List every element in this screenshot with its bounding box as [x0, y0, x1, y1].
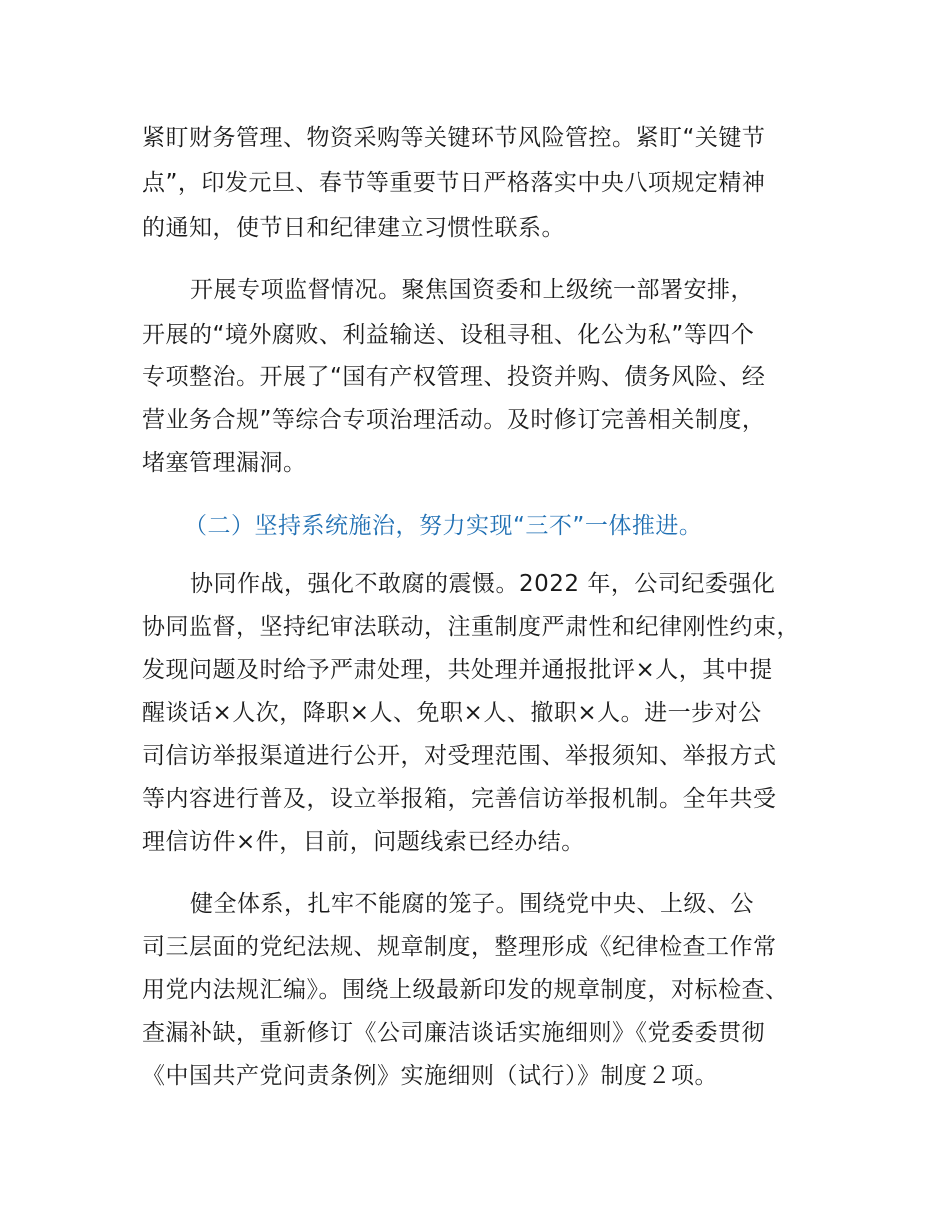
paragraph-3-line-2: 协同监督，坚持纪审法联动，注重制度严肃性和纪律刚性约束， — [142, 614, 800, 640]
paragraph-2-line-1: 开展专项监督情况。聚焦国资委和上级统一部署安排， — [190, 277, 754, 303]
paragraph-2-line-4: 营业务合规”等综合专项治理活动。及时修订完善相关制度， — [142, 407, 766, 433]
paragraph-2-line-2: 开展的“境外腐败、利益输送、设租寻租、化公为私”等四个 — [142, 322, 755, 348]
paragraph-4-line-1: 健全体系，扎牢不能腐的笼子。围绕党中央、上级、公 — [190, 891, 754, 917]
paragraph-3-line-6: 等内容进行普及，设立举报箱，完善信访举报机制。全年共受 — [142, 786, 777, 812]
paragraph-1-line-1: 紧盯财务管理、物资采购等关键环节风险管控。紧盯“关键节 — [142, 125, 766, 151]
section-heading: （二）坚持系统施治，努力实现“三不”一体推进。 — [184, 513, 703, 539]
paragraph-3-line-5: 司信访举报渠道进行公开，对受理范围、举报须知、举报方式 — [142, 743, 777, 769]
paragraph-3-line-3: 发现问题及时给予严肃处理，共处理并通报批评×人，其中提 — [142, 657, 773, 683]
paragraph-3-line-4: 醒谈话×人次，降职×人、免职×人、撤职×人。进一步对公 — [142, 700, 762, 726]
paragraph-3-line-7: 理信访件×件，目前，问题线索已经办结。 — [142, 829, 585, 855]
paragraph-3-line-1: 协同作战，强化不敢腐的震慑。2022 年，公司纪委强化 — [190, 571, 776, 597]
paragraph-1-line-2: 点”，印发元旦、春节等重要节日严格落实中央八项规定精神 — [142, 170, 766, 196]
paragraph-2-line-5: 堵塞管理漏洞。 — [142, 450, 307, 476]
paragraph-4-line-3: 用党内法规汇编》。围绕上级最新印发的规章制度，对标检查、 — [142, 977, 789, 1003]
paragraph-4-line-4: 查漏补缺，重新修订《公司廉洁谈话实施细则》《党委委贯彻 — [142, 1020, 765, 1046]
paragraph-2-line-3: 专项整治。开展了“国有产权管理、投资并购、债务风险、经 — [142, 364, 766, 390]
paragraph-1-line-3: 的通知，使节日和纪律建立习惯性联系。 — [142, 215, 565, 241]
paragraph-4-line-2: 司三层面的党纪法规、规章制度，整理形成《纪律检查工作常 — [142, 934, 777, 960]
paragraph-4-line-5: 《中国共产党问责条例》实施细则（试行）》制度２项。 — [142, 1063, 718, 1089]
